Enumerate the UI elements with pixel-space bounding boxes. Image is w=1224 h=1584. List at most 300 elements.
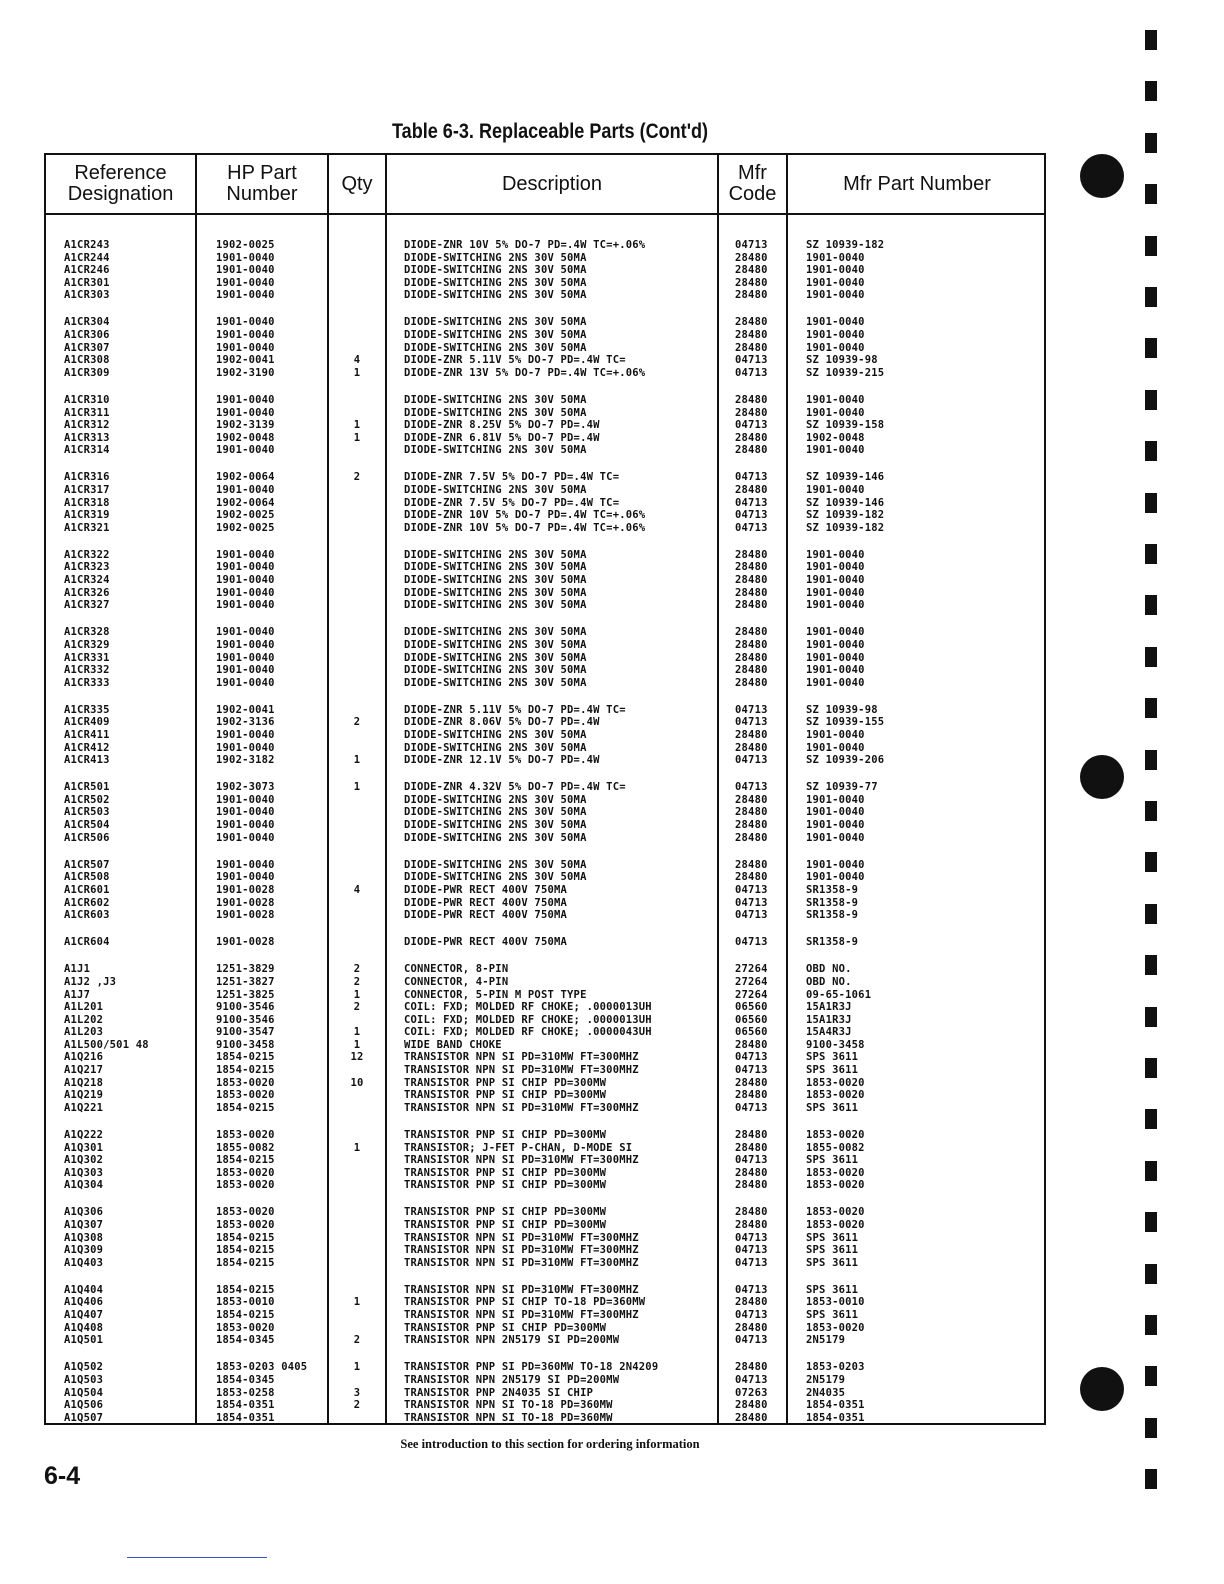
qty-cell — [329, 626, 385, 639]
description-cell: DIODE-PWR RECT 400V 750MA — [404, 936, 568, 949]
ref-cell: A1Q222 — [64, 1128, 104, 1141]
mfr-code-cell: 28480 — [735, 289, 768, 302]
hp-part-cell: 1901-0040 — [216, 741, 275, 754]
ref-cell: A1Q307 — [64, 1219, 104, 1231]
margin-mark — [1145, 30, 1157, 50]
description-cell: TRANSISTOR NPN SI PD=310MW FT=300MHZ — [404, 1051, 639, 1064]
hp-part-cell: 1901-0040 — [216, 819, 275, 832]
qty-cell — [329, 742, 385, 755]
mfr-code-cell: 28480 — [735, 1179, 768, 1192]
ref-cell: A1CR319 — [64, 509, 110, 522]
description-cell: DIODE-SWITCHING 2NS 30V 50MA — [404, 316, 587, 329]
description-cell: DIODE-ZNR 12.1V 5% DO-7 PD=.4W — [404, 754, 600, 767]
ref-cell: A1CR501 — [64, 781, 110, 794]
mfr-part-cell: SR1358-9 — [806, 883, 859, 896]
mfr-code-cell: 04713 — [735, 1283, 768, 1296]
ref-cell: A1Q501 — [64, 1334, 104, 1347]
mfr-part-cell: 2N5179 — [806, 1373, 846, 1386]
row-group — [64, 394, 192, 457]
mfr-code-cell: 04713 — [735, 1334, 768, 1347]
description-cell: TRANSISTOR NPN SI PD=310MW FT=300MHZ — [404, 1101, 639, 1114]
mfr-code-cell: 28480 — [735, 264, 768, 277]
row-group — [735, 1129, 785, 1192]
row-group — [735, 549, 785, 612]
hp-part-cell: 1901-0040 — [216, 586, 275, 599]
description-cell: TRANSISTOR PNP SI CHIP PD=300MW — [404, 1166, 607, 1179]
hp-part-cell: 1901-0040 — [216, 251, 275, 264]
row-group — [735, 781, 785, 844]
qty-cell: 4 — [353, 883, 361, 896]
mfr-code-cell: 04713 — [735, 883, 768, 896]
hp-part-cell: 1854-0215 — [216, 1309, 275, 1322]
description-cell: DIODE-ZNR 13V 5% DO-7 PD=.4W TC=+.06% — [404, 366, 646, 379]
hp-part-cell: 1901-0040 — [216, 806, 275, 819]
description-cell: TRANSISTOR NPN 2N5179 SI PD=200MW — [404, 1334, 620, 1347]
qty-cell: 4 — [353, 354, 361, 367]
mfr-part-cell: SPS 3611 — [806, 1101, 859, 1114]
qty-cell — [329, 509, 385, 522]
description-cell: DIODE-ZNR 10V 5% DO-7 PD=.4W TC=+.06% — [404, 521, 646, 534]
mfr-code-cell: 04713 — [735, 471, 768, 484]
hp-part-cell: 1901-0040 — [216, 638, 275, 651]
mfr-part-cell: 1901-0040 — [806, 831, 865, 844]
row-group — [735, 963, 785, 1114]
qty-cell: 1 — [353, 1361, 361, 1374]
mfr-part-cell: 1853-0010 — [806, 1296, 865, 1309]
description-cell: DIODE-SWITCHING 2NS 30V 50MA — [404, 444, 587, 457]
description-cell: TRANSISTOR NPN SI PD=310MW FT=300MHZ — [404, 1231, 639, 1244]
margin-mark — [1145, 493, 1157, 513]
mfr-code-cell: 28480 — [735, 676, 768, 689]
mfr-part-cell: 1901-0040 — [806, 793, 865, 806]
mfr-code-cell: 04713 — [735, 354, 768, 367]
mfr-part-cell: SPS 3611 — [806, 1256, 859, 1269]
mfr-code-cell: 04713 — [735, 1051, 768, 1064]
hp-part-cell: 1854-0215 — [216, 1051, 275, 1064]
description-cell: DIODE-SWITCHING 2NS 30V 50MA — [404, 664, 587, 677]
qty-cell: 12 — [350, 1051, 364, 1064]
qty-cell — [329, 1089, 385, 1102]
ref-cell: A1CR311 — [64, 406, 110, 419]
description-cell: TRANSISTOR PNP SI CHIP TO-18 PD=360MW — [404, 1296, 646, 1309]
description-cell: DIODE-SWITCHING 2NS 30V 50MA — [404, 574, 587, 587]
margin-mark — [1145, 1418, 1157, 1438]
mfr-part-cell: 1901-0040 — [806, 484, 865, 496]
mfr-part-cell: 1853-0020 — [806, 1166, 865, 1179]
mfr-code-cell: 28480 — [735, 819, 768, 832]
mfr-code-cell: 27264 — [735, 988, 768, 1001]
mfr-part-cell: 1901-0040 — [806, 548, 865, 561]
mfr-code-cell: 28480 — [735, 586, 768, 599]
qty-cell — [329, 394, 385, 407]
mfr-code-cell: 04713 — [735, 1064, 768, 1077]
mfr-code-cell: 28480 — [735, 276, 768, 289]
qty-cell — [329, 704, 385, 717]
description-cell: DIODE-SWITCHING 2NS 30V 50MA — [404, 871, 587, 884]
description-cell: TRANSISTOR NPN SI PD=310MW FT=300MHZ — [404, 1154, 639, 1167]
hp-part-cell: 1853-0203 0405 — [216, 1361, 308, 1374]
hp-part-cell: 1854-0215 — [216, 1154, 275, 1167]
mfr-part-cell: 1901-0040 — [806, 289, 865, 302]
mfr-part-cell: SZ 10939-146 — [806, 496, 885, 509]
mfr-part-cell: 1901-0040 — [806, 871, 865, 884]
margin-mark — [1145, 441, 1157, 461]
hp-part-cell: 1853-0020 — [216, 1089, 275, 1102]
row-group — [404, 626, 716, 689]
ref-cell: A1CR504 — [64, 819, 110, 832]
row-group — [404, 936, 716, 949]
qty-cell: 1 — [353, 1141, 361, 1154]
row-group — [806, 471, 1044, 534]
ref-cell: A1CR506 — [64, 831, 110, 844]
mfr-code-cell: 28480 — [735, 638, 768, 651]
mfr-code-cell: 28480 — [735, 729, 768, 741]
margin-mark — [1145, 338, 1157, 358]
mfr-part-cell: 1901-0040 — [806, 561, 865, 574]
mfr-part-cell: 1901-0040 — [806, 741, 865, 754]
qty-cell — [329, 832, 385, 845]
hp-part-cell: 1901-0040 — [216, 393, 275, 406]
description-cell: DIODE-SWITCHING 2NS 30V 50MA — [404, 858, 587, 871]
qty-cell: 1 — [353, 419, 361, 432]
mfr-code-cell: 28480 — [735, 548, 768, 561]
mfr-code-cell: 28480 — [735, 574, 768, 587]
header-hp-part-number: HP Part Number — [226, 162, 298, 205]
ref-cell: A1Q506 — [64, 1399, 104, 1412]
row-group — [329, 781, 385, 844]
description-cell: TRANSISTOR PNP SI CHIP PD=300MW — [404, 1321, 607, 1334]
mfr-part-cell: SR1358-9 — [806, 896, 859, 909]
ref-cell: A1CR503 — [64, 806, 110, 819]
hp-part-cell: 9100-3458 — [216, 1038, 275, 1051]
mfr-part-cell: SPS 3611 — [806, 1064, 859, 1077]
header-mfr-code: Mfr Code — [728, 162, 777, 205]
mfr-code-cell: 28480 — [735, 561, 768, 574]
ref-cell: A1CR306 — [64, 329, 110, 342]
margin-mark — [1145, 1469, 1157, 1489]
hp-part-cell: 1902-0025 — [216, 239, 275, 251]
row-group — [735, 1361, 785, 1424]
row-group — [806, 963, 1044, 1114]
qty-cell — [329, 599, 385, 612]
mfr-part-cell: SZ 10939-98 — [806, 354, 878, 367]
hp-part-cell: 1854-0215 — [216, 1283, 275, 1296]
hp-part-cell: 9100-3546 — [216, 1001, 275, 1014]
row-group — [329, 239, 385, 302]
ref-cell: A1CR604 — [64, 936, 110, 949]
row-group — [806, 549, 1044, 612]
description-cell: DIODE-SWITCHING 2NS 30V 50MA — [404, 548, 587, 561]
ref-cell: A1L201 — [64, 1001, 104, 1014]
hp-part-cell: 1901-0040 — [216, 871, 275, 884]
qty-cell — [329, 1374, 385, 1387]
row-group — [329, 963, 385, 1114]
hp-part-cell: 1901-0040 — [216, 676, 275, 689]
hp-part-cell: 1901-0028 — [216, 936, 275, 949]
mfr-part-cell: 1901-0040 — [806, 406, 865, 419]
mfr-code-cell: 28480 — [735, 1128, 768, 1141]
ref-cell: A1Q503 — [64, 1373, 104, 1386]
description-cell: WIDE BAND CHOKE — [404, 1038, 502, 1051]
mfr-part-cell: 9100-3458 — [806, 1038, 865, 1051]
mfr-part-cell: SPS 3611 — [806, 1051, 859, 1064]
mfr-part-cell: SZ 10939-182 — [806, 521, 885, 534]
qty-cell — [329, 1322, 385, 1335]
margin-mark — [1145, 595, 1157, 615]
description-cell: TRANSISTOR PNP SI CHIP PD=300MW — [404, 1179, 607, 1192]
qty-cell — [329, 859, 385, 872]
ref-cell: A1CR243 — [64, 239, 110, 251]
ref-cell: A1CR508 — [64, 871, 110, 884]
row-group — [735, 394, 785, 457]
description-cell: TRANSISTOR PNP SI CHIP PD=300MW — [404, 1206, 607, 1219]
header-description: Description — [501, 172, 603, 195]
row-group — [404, 549, 716, 612]
mfr-part-cell: SR1358-9 — [806, 936, 859, 949]
qty-cell — [329, 264, 385, 277]
mfr-code-cell: 28480 — [735, 1166, 768, 1179]
qty-cell — [329, 1014, 385, 1027]
hp-part-cell: 1853-0020 — [216, 1166, 275, 1179]
qty-cell — [329, 909, 385, 922]
row-group — [64, 704, 192, 767]
ref-cell: A1CR413 — [64, 754, 110, 767]
ref-cell: A1CR321 — [64, 521, 110, 534]
qty-cell — [329, 897, 385, 910]
mfr-part-cell: 1901-0040 — [806, 626, 865, 639]
ref-cell: A1CR323 — [64, 561, 110, 574]
ref-cell: A1CR308 — [64, 354, 110, 367]
margin-mark — [1145, 801, 1157, 821]
mfr-part-cell: 1901-0040 — [806, 393, 865, 406]
margin-mark — [1145, 852, 1157, 872]
row-group — [806, 1129, 1044, 1192]
ref-cell: A1L500/501 48 — [64, 1038, 149, 1051]
mfr-part-cell: 1902-0048 — [806, 431, 865, 444]
page-title: Table 6-3. Replaceable Parts (Cont'd) — [391, 120, 709, 143]
description-cell: DIODE-SWITCHING 2NS 30V 50MA — [404, 264, 587, 277]
hp-part-cell: 1902-0041 — [216, 354, 275, 367]
mfr-code-cell: 28480 — [735, 858, 768, 871]
row-group — [216, 316, 326, 379]
mfr-part-cell: 1901-0040 — [806, 806, 865, 819]
margin-mark — [1145, 1212, 1157, 1232]
mfr-code-cell: 04713 — [735, 419, 768, 432]
row-group — [806, 316, 1044, 379]
row-group — [64, 1129, 192, 1192]
mfr-code-cell: 28480 — [735, 444, 768, 457]
qty-cell — [329, 1179, 385, 1192]
row-group — [216, 859, 326, 922]
description-cell: TRANSISTOR NPN SI TO-18 PD=360MW — [404, 1399, 613, 1412]
hp-part-cell: 1901-0040 — [216, 729, 275, 741]
row-group — [806, 1284, 1044, 1347]
margin-mark — [1145, 1007, 1157, 1027]
description-cell: DIODE-SWITCHING 2NS 30V 50MA — [404, 793, 587, 806]
qty-cell: 1 — [353, 988, 361, 1001]
qty-cell — [329, 819, 385, 832]
header-mfr-part-number: Mfr Part Number — [843, 172, 991, 195]
qty-cell — [329, 1284, 385, 1297]
qty-cell — [329, 729, 385, 742]
ordering-footnote: See introduction to this section for ordering information — [400, 1437, 700, 1451]
mfr-part-cell: 15A4R3J — [806, 1026, 852, 1039]
column-reference-designation — [64, 239, 192, 1439]
row-group — [329, 859, 385, 922]
margin-mark — [1145, 647, 1157, 667]
qty-cell: 2 — [353, 1399, 361, 1412]
description-cell: TRANSISTOR PNP 2N4035 SI CHIP — [404, 1386, 594, 1399]
description-cell: DIODE-ZNR 7.5V 5% DO-7 PD=.4W TC= — [404, 471, 620, 484]
mfr-code-cell: 28480 — [735, 831, 768, 844]
row-group — [735, 859, 785, 922]
mfr-code-cell: 28480 — [735, 664, 768, 677]
row-group — [216, 936, 326, 949]
description-cell: DIODE-SWITCHING 2NS 30V 50MA — [404, 806, 587, 819]
hp-part-cell: 1902-0025 — [216, 509, 275, 522]
row-group — [329, 626, 385, 689]
row-group — [216, 626, 326, 689]
qty-cell — [329, 239, 385, 252]
row-group — [216, 1129, 326, 1192]
hp-part-cell: 1854-0215 — [216, 1101, 275, 1114]
mfr-part-cell: 1901-0040 — [806, 574, 865, 587]
ref-cell: A1Q216 — [64, 1051, 104, 1064]
mfr-code-cell: 04713 — [735, 1101, 768, 1114]
row-group — [404, 394, 716, 457]
hp-part-cell: 1853-0010 — [216, 1296, 275, 1309]
row-group — [329, 471, 385, 534]
row-group — [404, 471, 716, 534]
hp-part-cell: 1902-0041 — [216, 703, 275, 716]
ref-cell: A1CR409 — [64, 716, 110, 729]
hp-part-cell: 1901-0040 — [216, 858, 275, 871]
row-group — [64, 963, 192, 1114]
row-group — [735, 936, 785, 949]
row-group — [64, 936, 192, 949]
description-cell: DIODE-PWR RECT 400V 750MA — [404, 883, 568, 896]
ref-cell: A1Q507 — [64, 1411, 104, 1424]
qty-cell: 1 — [353, 1026, 361, 1039]
hp-part-cell: 1902-0048 — [216, 431, 275, 444]
mfr-code-cell: 28480 — [735, 1076, 768, 1089]
mfr-code-cell: 28480 — [735, 393, 768, 406]
row-group — [64, 239, 192, 302]
hp-part-cell: 1854-0215 — [216, 1244, 275, 1257]
mfr-part-cell: SPS 3611 — [806, 1154, 859, 1167]
qty-cell — [329, 677, 385, 690]
mfr-part-cell: 15A1R3J — [806, 1013, 852, 1026]
row-group — [806, 859, 1044, 922]
mfr-code-cell: 04713 — [735, 366, 768, 379]
mfr-code-cell: 28480 — [735, 1089, 768, 1102]
mfr-part-cell: 1901-0040 — [806, 251, 865, 264]
ref-cell: A1CR502 — [64, 793, 110, 806]
row-group — [404, 1129, 716, 1192]
qty-cell: 2 — [353, 1001, 361, 1014]
hp-part-cell: 1854-0351 — [216, 1399, 275, 1412]
description-cell: DIODE-SWITCHING 2NS 30V 50MA — [404, 586, 587, 599]
row-group — [806, 626, 1044, 689]
qty-cell — [329, 329, 385, 342]
mfr-part-cell: SPS 3611 — [806, 1231, 859, 1244]
ref-cell: A1Q408 — [64, 1321, 104, 1334]
row-group — [806, 936, 1044, 949]
description-cell: DIODE-SWITCHING 2NS 30V 50MA — [404, 651, 587, 664]
description-cell: DIODE-PWR RECT 400V 750MA — [404, 896, 568, 909]
qty-cell: 1 — [353, 431, 361, 444]
mfr-part-cell: 1853-0020 — [806, 1206, 865, 1219]
qty-cell — [329, 652, 385, 665]
hp-part-cell: 1902-0064 — [216, 496, 275, 509]
hp-part-cell: 1854-0345 — [216, 1373, 275, 1386]
mfr-part-cell: 1901-0040 — [806, 638, 865, 651]
qty-cell — [329, 574, 385, 587]
row-group — [216, 1284, 326, 1347]
hp-part-cell: 1853-0020 — [216, 1128, 275, 1141]
hp-part-cell: 9100-3547 — [216, 1026, 275, 1039]
hp-part-cell: 1853-0020 — [216, 1179, 275, 1192]
description-cell: TRANSISTOR PNP SI CHIP PD=300MW — [404, 1076, 607, 1089]
mfr-code-cell: 28480 — [735, 1206, 768, 1219]
mfr-part-cell: 1901-0040 — [806, 858, 865, 871]
hp-part-cell: 1901-0040 — [216, 651, 275, 664]
row-group — [329, 316, 385, 379]
description-cell: DIODE-ZNR 10V 5% DO-7 PD=.4W TC=+.06% — [404, 509, 646, 522]
mfr-code-cell: 28480 — [735, 484, 768, 496]
ref-cell: A1Q304 — [64, 1179, 104, 1192]
mfr-part-cell: 1853-0020 — [806, 1128, 865, 1141]
row-group — [64, 316, 192, 379]
row-group — [64, 1206, 192, 1269]
description-cell: DIODE-SWITCHING 2NS 30V 50MA — [404, 819, 587, 832]
mfr-part-cell: 1901-0040 — [806, 341, 865, 354]
description-cell: DIODE-SWITCHING 2NS 30V 50MA — [404, 599, 587, 612]
mfr-code-cell: 28480 — [735, 651, 768, 664]
hp-part-cell: 1854-0345 — [216, 1334, 275, 1347]
mfr-code-cell: 04713 — [735, 509, 768, 522]
description-cell: TRANSISTOR; J-FET P-CHAN, D-MODE SI — [404, 1141, 633, 1154]
mfr-part-cell: 2N4035 — [806, 1386, 846, 1399]
margin-mark — [1145, 955, 1157, 975]
mfr-code-cell: 28480 — [735, 251, 768, 264]
description-cell: TRANSISTOR NPN SI PD=310MW FT=300MHZ — [404, 1064, 639, 1077]
mfr-code-cell: 04713 — [735, 896, 768, 909]
row-group — [329, 394, 385, 457]
mfr-code-cell: 06560 — [735, 1026, 768, 1039]
hp-part-cell: 1853-0020 — [216, 1206, 275, 1219]
row-group — [404, 239, 716, 302]
mfr-code-cell: 28480 — [735, 1141, 768, 1154]
mfr-code-cell: 04713 — [735, 1231, 768, 1244]
description-cell: TRANSISTOR PNP SI CHIP PD=300MW — [404, 1219, 607, 1231]
description-cell: TRANSISTOR NPN SI PD=310MW FT=300MHZ — [404, 1244, 639, 1257]
row-group — [329, 1284, 385, 1347]
description-cell: DIODE-SWITCHING 2NS 30V 50MA — [404, 729, 587, 741]
mfr-part-cell: 1854-0351 — [806, 1411, 865, 1424]
mfr-part-cell: SZ 10939-182 — [806, 509, 885, 522]
mfr-code-cell: 04713 — [735, 1309, 768, 1322]
ref-cell: A1CR304 — [64, 316, 110, 329]
mfr-part-cell: 09-65-1061 — [806, 988, 872, 1001]
binder-hole-top — [1080, 154, 1124, 198]
mfr-code-cell: 04713 — [735, 521, 768, 534]
description-cell: DIODE-SWITCHING 2NS 30V 50MA — [404, 276, 587, 289]
ref-cell: A1L202 — [64, 1013, 104, 1026]
ref-cell: A1CR301 — [64, 276, 110, 289]
qty-cell: 1 — [353, 781, 361, 794]
mfr-part-cell: SZ 10939-206 — [806, 754, 885, 767]
